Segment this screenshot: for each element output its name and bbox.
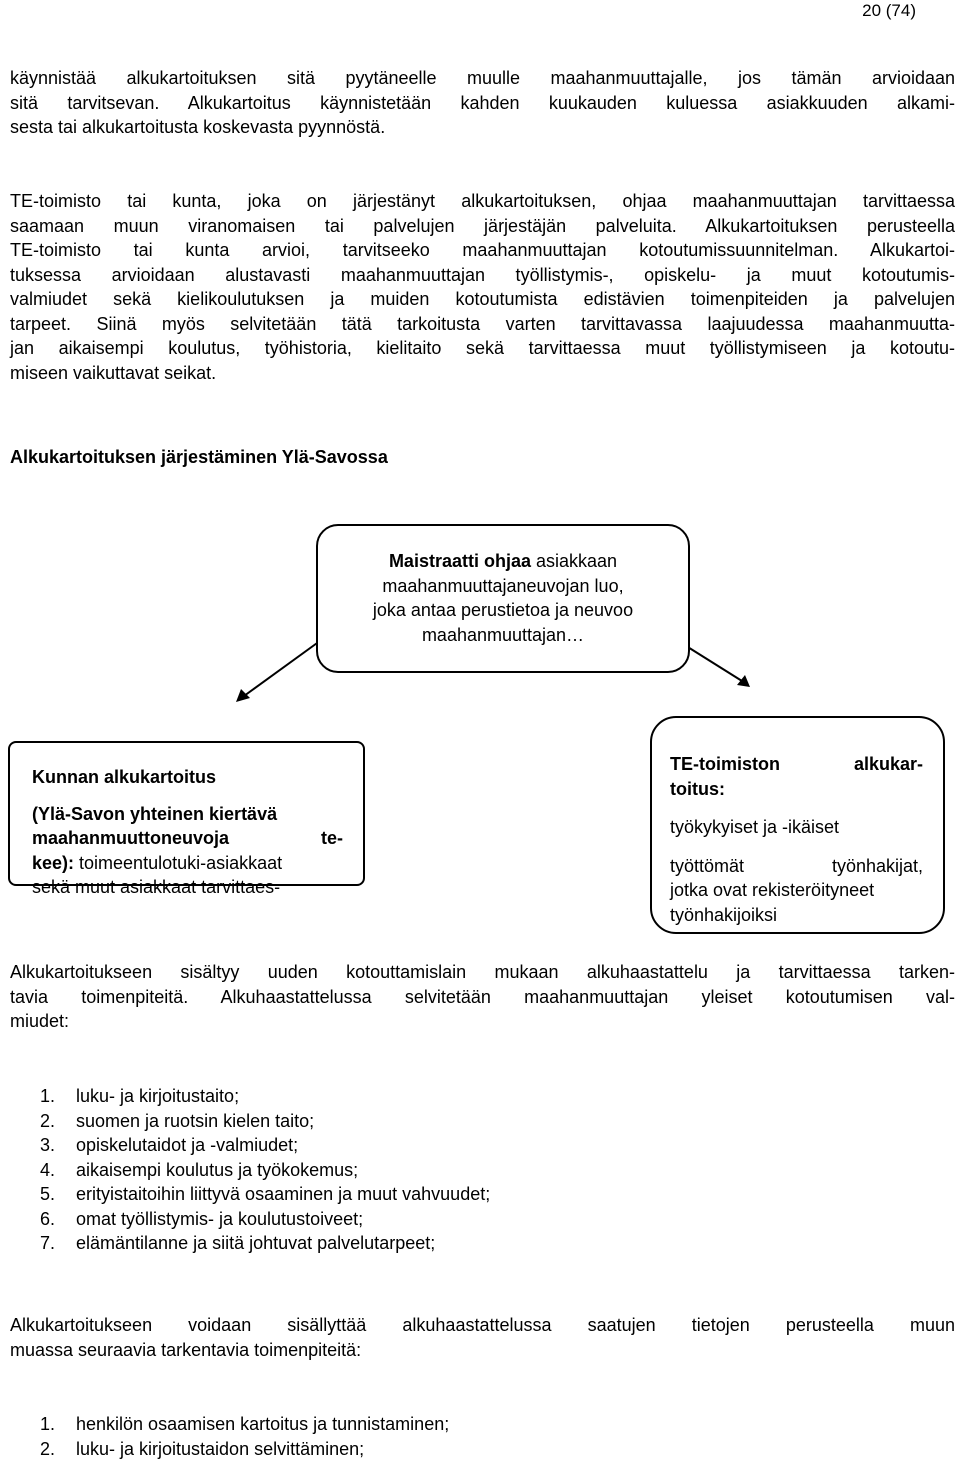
box-line: työkykyiset ja -ikäiset [670, 817, 840, 837]
list-item: 1. luku- ja kirjoitustaito; [40, 1086, 240, 1106]
text-line: tuksessa arvioidaan alustavasti maahanmuuttajan työllistymis-, opiskelu- ja muut kotoutumis- [10, 264, 955, 285]
arrow-left-line [244, 638, 324, 696]
text-line: jan aikaisempi koulutus, työhistoria, kielitaito sekä tarvittaessa muut työllistymiseen ja kotoutu- [10, 338, 955, 358]
box-line: kee): toimeentulotuki-asiakkaat [32, 852, 283, 873]
box-line: maahanmuuttajaneuvojan luo, [382, 575, 624, 596]
box-line [318, 549, 688, 574]
list-item: 4. aikaisempi koulutus ja työkokemus; [40, 1159, 359, 1180]
box-line: joka antaa perustietoa ja neuvoo [372, 600, 634, 620]
measures-list [40, 1412, 449, 1461]
arrow-left-head [236, 689, 250, 702]
text-line: tarpeet. Siinä myös selvitetään tätä tarkoitusta varten tarvittavassa laajuudessa maahanmuutta- [10, 313, 955, 334]
list-item: 3. opiskelutaidot ja -valmiudet; [40, 1135, 299, 1155]
box-title: Kunnan alkukartoitus [32, 767, 217, 787]
text-line: sitä tarvitsevan. Alkukartoitus käynnistetään kahden kuukauden kuluessa asiakkuuden alkami- [10, 92, 955, 113]
list-item: 6. omat työllistymis- ja koulutustoiveet; [40, 1208, 364, 1229]
list-item: 2. luku- ja kirjoitustaidon selvittäminen; [40, 1438, 365, 1459]
text-line: TE-toimisto tai kunta, joka on järjestänyt alkukartoituksen, ohjaa maahanmuuttajan tarvittaessa [10, 191, 955, 211]
paragraph-interview [10, 960, 955, 1034]
municipality-box [8, 741, 365, 897]
box-title: TE-toimiston alkukar- [670, 754, 923, 774]
text-line: muassa seuraavia tarkentavia toimenpiteitä: [10, 1339, 362, 1360]
list-item: 7. elämäntilanne ja siitä johtuvat palvelutarpeet; [40, 1233, 436, 1253]
list-item: 5. erityistaitoihin liittyvä osaaminen ja muut vahvuudet; [40, 1184, 491, 1204]
text-line: tavia toimenpiteitä. Alkuhaastattelussa selvitetään maahanmuuttajan yleiset kotoutumisen val- [10, 986, 955, 1007]
te-office-box [650, 716, 945, 934]
box-line: maahanmuuttajan… [421, 624, 585, 645]
page-number: 20 (74) [862, 1, 916, 20]
box-bold-text: Maistraatti ohjaa [388, 551, 531, 571]
box-text: asiakkaan [530, 551, 618, 571]
text-line: sesta tai alkukartoitusta koskevasta pyynnöstä. [10, 117, 386, 137]
list-item: 2. suomen ja ruotsin kielen taito; [40, 1110, 315, 1131]
list-item: 1. henkilön osaamisen kartoitus ja tunnistaminen; [40, 1414, 450, 1434]
maistraatti-box [316, 524, 690, 673]
text-line: miseen vaikuttavat seikat. [10, 362, 217, 383]
box-line: työttömät työnhakijat, [670, 855, 923, 876]
text-line: miudet: [10, 1011, 70, 1031]
text-line: käynnistää alkukartoituksen sitä pyytäneelle muulle maahanmuuttajalle, jos tämän arvioidaan [10, 68, 955, 88]
box-line: maahanmuuttoneuvoja te- [32, 828, 343, 848]
readiness-list [40, 1084, 490, 1256]
text-line: Alkukartoitukseen sisältyy uuden kotouttamislain mukaan alkuhaastattelu ja tarvittaessa tarken- [10, 962, 955, 982]
box-line: (Ylä-Savon yhteinen kiertävä [32, 803, 278, 824]
text-line: saamaan muun viranomaisen tai palvelujen järjestäjän palveluita. Alkukartoituksen perusteella [10, 215, 955, 236]
text-line: valmiudet sekä kielikoulutuksen ja muiden kotoutumista edistävien toimenpiteiden ja palvelujen [10, 289, 955, 309]
section-heading: Alkukartoituksen järjestäminen Ylä-Savossa [10, 447, 388, 467]
arrow-right-line [683, 644, 742, 681]
box-line: jotka ovat rekisteröityneet [670, 880, 875, 900]
arrow-right-head [737, 675, 750, 687]
box-title: toitus: [670, 778, 725, 799]
paragraph-measures [10, 1313, 955, 1362]
text-line: Alkukartoitukseen voidaan sisällyttää alkuhaastattelussa saatujen tietojen perusteella muun [10, 1315, 955, 1335]
box-line: työnhakijoiksi [670, 904, 778, 925]
text-line: TE-toimisto tai kunta arvioi, tarvitseeko maahanmuuttajan kotoutumissuunnitelman. Alkukartoi- [10, 240, 955, 260]
box-line: sekä muut asiakkaat tarvittaes- [32, 877, 281, 897]
